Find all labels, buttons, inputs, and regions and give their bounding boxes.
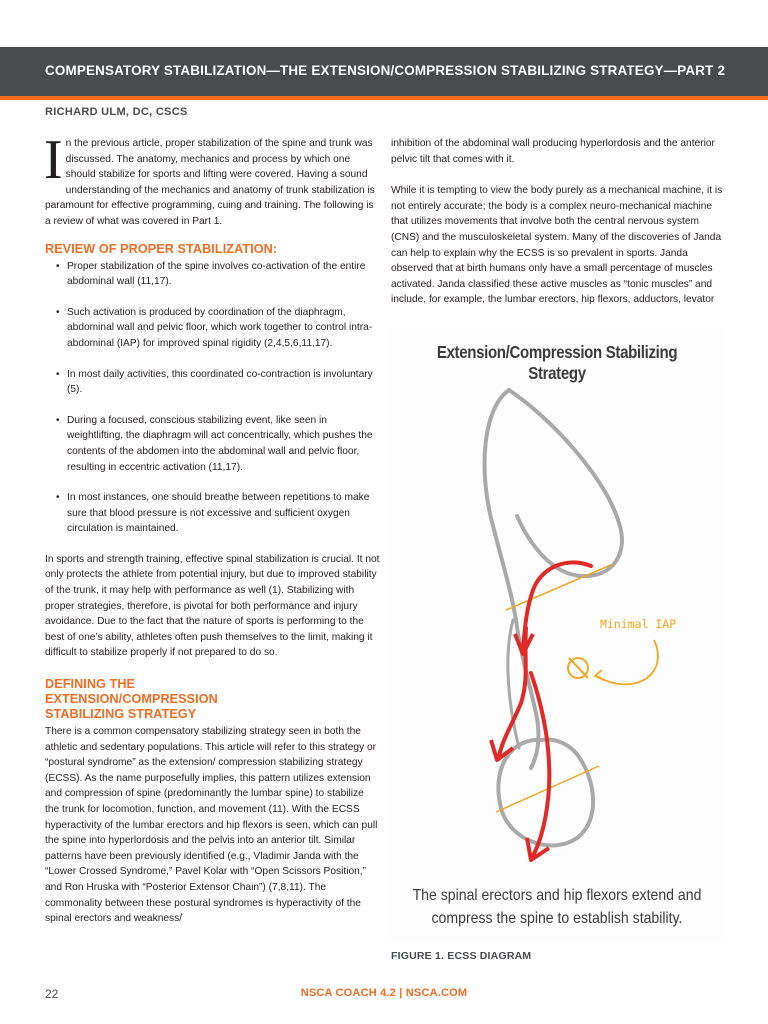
left-column — [44, 129, 380, 943]
section-heading-review: REVIEW OF PROPER STABILIZATION: — [45, 241, 278, 256]
list-item — [45, 413, 380, 475]
figure-title: Extension/Compression Stabilizing Strategy — [436, 342, 678, 383]
annotation-pointer-icon — [597, 640, 658, 684]
bullet-text: During a focused, conscious stabilizing event, like seen in weightlifting, the diaphragm will act concentrically, which pushes the contents of the abdomen into the abdominal wall and pelvic floor, resulting in eccentric activation (11,17). — [67, 414, 373, 473]
intro-paragraph — [44, 129, 380, 230]
list-item — [45, 367, 380, 398]
bullet-text: Proper stabilization of the spine involves co-activation of the entire abdominal wall (11,17). — [67, 260, 366, 288]
section-heading-defining: DEFINING THE EXTENSION/COMPRESSION STABILIZING STRATEGY — [45, 677, 218, 722]
figure-annotation: Minimal IAP — [600, 617, 677, 631]
footer-publication: NSCA COACH 4.2 | NSCA.COM — [300, 987, 468, 999]
ecss-sketch — [391, 328, 723, 942]
stabilization-paragraph: In sports and strength training, effective spinal stabilization is crucial. It not only protects the athlete from potential injury, but due to improved stability of the trunk, it may help with performance as well (1). Stabilizing with proper strategies, therefore, is pivotal for both performance and injury avoidance. Due to the fact that the nature of sports is performing to the best of one’s ability, athletes often push themselves to the limit, making it difficult to stabilize properly if not prepared to do so. — [45, 553, 380, 659]
bullet-dot-icon: • — [56, 492, 60, 504]
bullet-dot-icon: • — [56, 260, 60, 272]
author-byline: RICHARD ULM, DC, CSCS — [45, 106, 188, 118]
ecss-paragraph: There is a common compensatory stabilizing strategy seen in both the athletic and sedentary populations. This article will refer to this strategy or “postural syndrome” as the extension/ compression stabilizing strategy (ECSS). As the name purposefully implies, this pattern utilizes extension and compression of spine (predominantly the lumbar spine) to stabilize the trunk for locomotion, function, and movement (11). With the ECSS hyperactivity of the lumbar erectors and hip flexors is seen, which can pull the spine into hyperlordosis and the pelvis into an anterior tilt. Similar patterns have been previously identified (e.g., Vladimir Janda with the “Lower Crossed Syndrome,” Pavel Kolar with “Open Scissors Position,” and Ron Hruska with “Posterior Extensor Chain”) (7,8,11). The commonality between these postural syndromes is hyperactivity of the spinal erectors and weakness/ — [45, 726, 378, 925]
bullet-text: In most instances, one should breathe between repetitions to make sure that blood pressure is not excessive and sufficient oxygen circulation is maintained. — [67, 492, 370, 535]
bullet-dot-icon: • — [56, 414, 60, 426]
bullet-text: In most daily activities, this coordinated co-contraction is involuntary (5). — [67, 368, 373, 396]
article-title: COMPENSATORY STABILIZATION—THE EXTENSION/COMPRESSION STABILIZING STRATEGY—PART 2 — [45, 63, 726, 78]
list-item — [45, 259, 380, 290]
bullet-dot-icon: • — [56, 306, 60, 318]
review-bullet-list — [45, 259, 380, 537]
ribcage-sketch — [509, 390, 622, 576]
header-accent-rule — [0, 96, 768, 100]
bullet-text: Such activation is produced by coordination of the diaphragm, abdominal wall and pelvic floor, which work together to control intra-abdominal (IAP) for improved spinal rigidity (2,4,5,6,11,17). — [67, 306, 373, 349]
figure-caption: The spinal erectors and hip flexors extend and compress the spine to establish stability. — [412, 887, 702, 927]
list-item — [45, 490, 380, 537]
annotation-pointer-head-icon — [595, 670, 604, 680]
intro-text: n the previous article, proper stabilization of the spine and trunk was discussed. The anatomy, mechanics and process by which one should stabilize for sports and lifting were covered. Having a sound understanding of the mechanics and anatomy of trunk stabilization is paramount for effective programming, cuing and training. The following is a review of what was covered in Part 1. — [45, 138, 375, 227]
right-paragraph-2: While it is tempting to view the body purely as a mechanical machine, it is not entirely accurate; the body is a complex neuro-mechanical machine that utilizes movements that involve both the central nervous system (CNS) and the musculoskeletal system. Many of the discoveries of Janda can help to explain why the ECSS is so prevalent in sports. Janda observed that at birth humans only have a small percentage of muscles activated. Janda classified these active muscles as “tonic muscles” and include, for example, the lumbar erectors, hip flexors, adductors, levator — [391, 185, 723, 306]
header-bar — [0, 47, 768, 96]
spine-sketch-upper — [485, 390, 516, 620]
ecss-figure — [391, 328, 723, 942]
right-paragraph-1: inhibition of the abdominal wall producing hyperlordosis and the anterior pelvic tilt that comes with it. — [391, 138, 715, 165]
bullet-dot-icon: • — [56, 368, 60, 380]
pelvis-sketch — [498, 740, 593, 846]
list-item — [45, 305, 380, 352]
page-number: 22 — [45, 987, 59, 1001]
figure-label: FIGURE 1. ECSS DIAGRAM — [391, 950, 532, 962]
right-column — [391, 136, 723, 324]
drop-cap: I — [44, 129, 63, 191]
